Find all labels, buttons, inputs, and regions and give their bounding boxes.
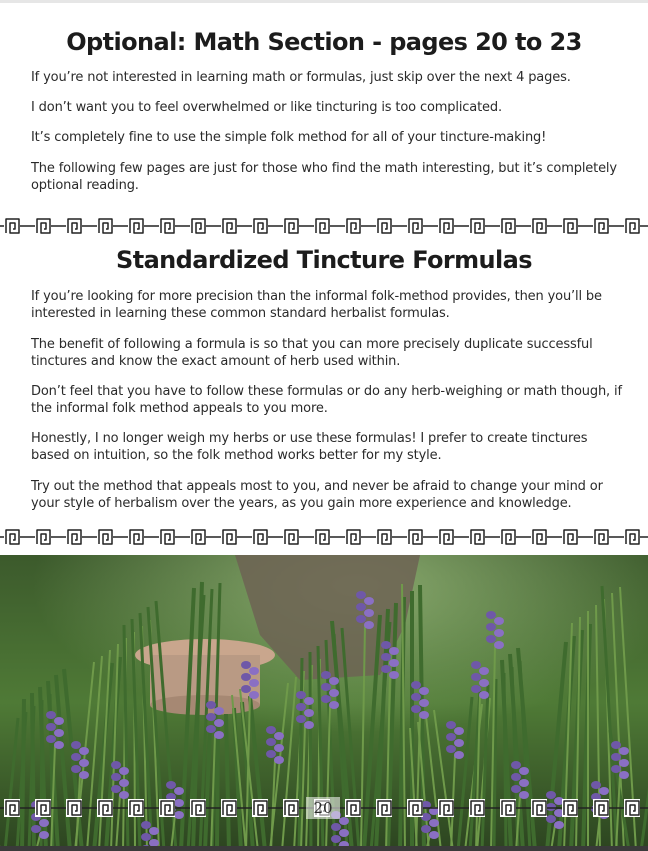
spiral-motif-icon <box>593 217 609 235</box>
bottom-bar <box>0 846 648 851</box>
spiral-motif-icon <box>128 528 144 546</box>
spiral-border-divider <box>0 525 648 549</box>
spiral-motif-icon <box>35 528 51 546</box>
spiral-motif-icon <box>190 217 206 235</box>
spiral-motif-icon <box>624 528 640 546</box>
spiral-motif-icon <box>500 528 516 546</box>
math-paragraph-2: I don’t want you to feel overwhelmed or like tincturing is too complicated. <box>31 100 502 115</box>
spiral-motif-icon <box>221 528 237 546</box>
spiral-motif-icon <box>407 799 423 817</box>
page-number: 20 <box>306 797 340 819</box>
spiral-motif-icon <box>593 799 609 817</box>
spiral-motif-icon <box>4 799 20 817</box>
spiral-motif-icon <box>624 217 640 235</box>
spiral-motif-icon <box>4 528 20 546</box>
spiral-motif-icon <box>4 217 20 235</box>
spiral-motif-icon <box>500 217 516 235</box>
math-paragraph-4: The following few pages are just for those who find the math interesting, but it’s completely optional reading. <box>31 161 617 193</box>
spiral-motif-icon <box>562 799 578 817</box>
spiral-motif-icon <box>252 799 268 817</box>
spiral-motif-icon <box>35 799 51 817</box>
spiral-motif-icon <box>438 217 454 235</box>
spiral-motif-icon <box>283 528 299 546</box>
spiral-motif-icon <box>624 799 640 817</box>
spiral-motif-icon <box>438 528 454 546</box>
spiral-motif-icon <box>500 799 516 817</box>
spiral-motif-icon <box>345 799 361 817</box>
spiral-border-divider <box>0 214 648 238</box>
spiral-motif-icon <box>376 217 392 235</box>
spiral-motif-icon <box>97 799 113 817</box>
spiral-motif-icon <box>345 217 361 235</box>
spiral-motif-icon <box>314 528 330 546</box>
spiral-motif-icon <box>283 799 299 817</box>
spiral-motif-icon <box>531 799 547 817</box>
formulas-paragraph-1: If you’re looking for more precision than the informal folk-method provides, then you’ll be interested in learning these common standard herbalist formulas. <box>31 289 602 321</box>
spiral-motif-icon <box>190 528 206 546</box>
spiral-motif-icon <box>314 217 330 235</box>
spiral-motif-icon <box>159 217 175 235</box>
spiral-motif-icon <box>221 799 237 817</box>
formulas-paragraph-4: Honestly, I no longer weigh my herbs or use these formulas! I prefer to create tinctures based on intuition, so the folk method works better for my style. <box>31 431 588 463</box>
formulas-paragraph-3: Don’t feel that you have to follow these formulas or do any herb-weighing or math though, if the informal folk method appeals to you more. <box>31 384 622 416</box>
math-section-title: Optional: Math Section - pages 20 to 23 <box>66 28 582 56</box>
spiral-motif-icon <box>221 217 237 235</box>
top-rule <box>0 0 648 3</box>
spiral-motif-icon <box>190 799 206 817</box>
formulas-paragraph-5: Try out the method that appeals most to you, and never be afraid to change your mind or your style of herbalism over the years, as you gain more experience and knowledge. <box>31 479 603 511</box>
spiral-motif-icon <box>376 799 392 817</box>
spiral-motif-icon <box>159 799 175 817</box>
spiral-motif-icon <box>66 528 82 546</box>
standardized-formulas-title: Standardized Tincture Formulas <box>116 246 532 274</box>
spiral-motif-icon <box>252 528 268 546</box>
spiral-motif-icon <box>97 217 113 235</box>
spiral-motif-icon <box>531 528 547 546</box>
spiral-motif-icon <box>469 799 485 817</box>
spiral-motif-icon <box>438 799 454 817</box>
math-paragraph-1: If you’re not interested in learning math or formulas, just skip over the next 4 pages. <box>31 70 571 85</box>
spiral-motif-icon <box>283 217 299 235</box>
spiral-motif-icon <box>407 217 423 235</box>
spiral-motif-icon <box>66 799 82 817</box>
spiral-motif-icon <box>35 217 51 235</box>
spiral-motif-icon <box>252 217 268 235</box>
spiral-motif-icon <box>531 217 547 235</box>
spiral-motif-icon <box>128 217 144 235</box>
formulas-paragraph-2: The benefit of following a formula is so that you can more precisely duplicate successful tinctures and know the exact amount of herb used within. <box>31 337 593 369</box>
spiral-motif-icon <box>376 528 392 546</box>
spiral-motif-icon <box>345 528 361 546</box>
spiral-motif-icon <box>159 528 175 546</box>
spiral-motif-icon <box>562 528 578 546</box>
spiral-motif-icon <box>562 217 578 235</box>
spiral-motif-icon <box>97 528 113 546</box>
spiral-motif-icon <box>128 799 144 817</box>
spiral-motif-icon <box>407 528 423 546</box>
spiral-motif-icon <box>66 217 82 235</box>
math-paragraph-3: It’s completely fine to use the simple folk method for all of your tincture-making! <box>31 130 547 145</box>
spiral-motif-icon <box>469 528 485 546</box>
spiral-motif-icon <box>593 528 609 546</box>
spiral-motif-icon <box>469 217 485 235</box>
